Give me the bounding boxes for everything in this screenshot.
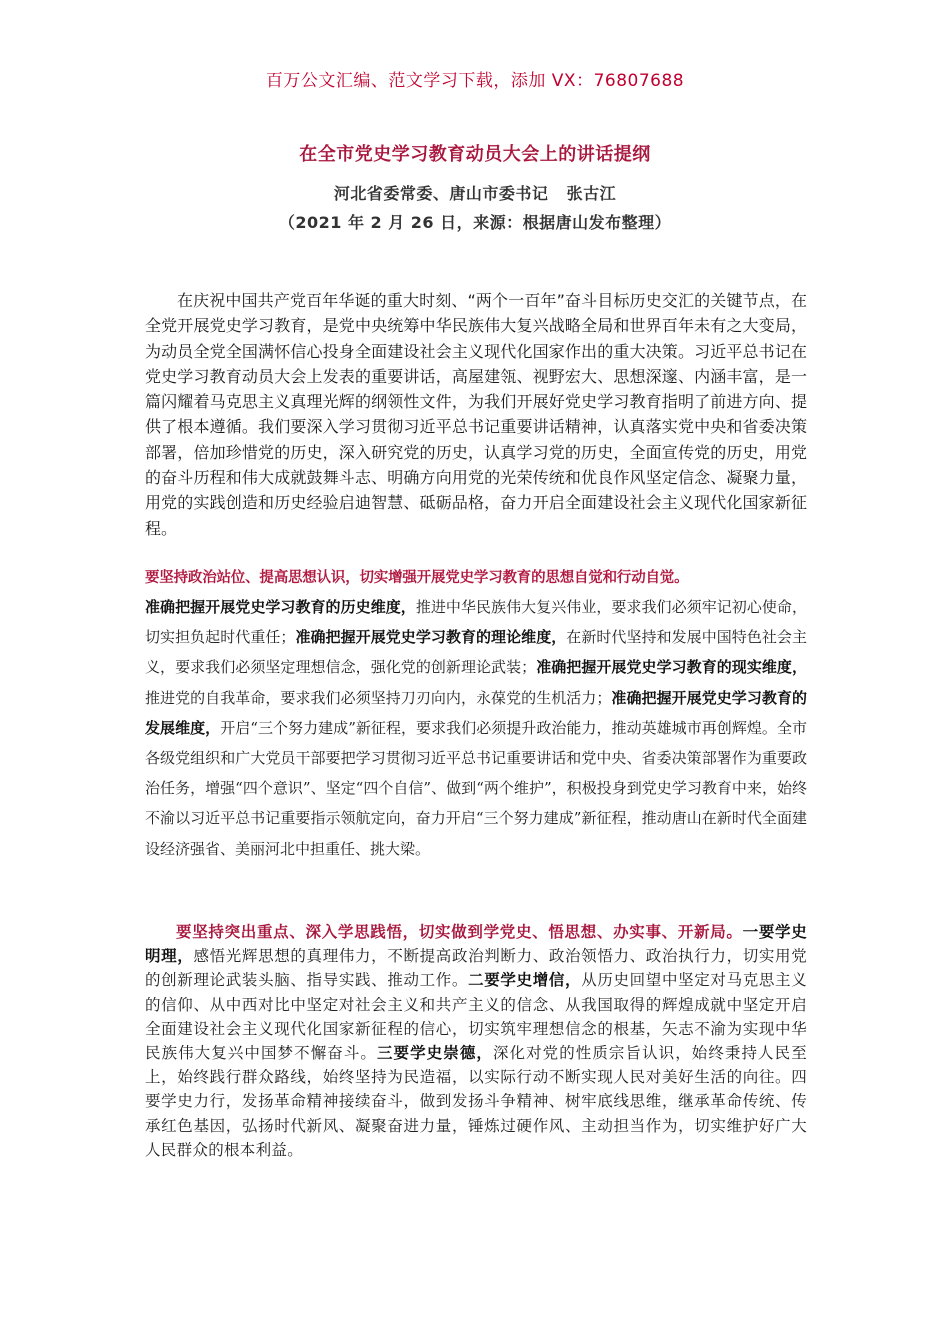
document-title: 在全市党史学习教育动员大会上的讲话提纲 [299, 144, 651, 165]
section2-heading: 要坚持突出重点、深入学思践悟，切实做到学党史、悟思想、办实事、开新局。 [176, 923, 743, 941]
section2-body [145, 920, 807, 1162]
section2-point-2: 二要学史增信， [468, 970, 582, 990]
section1-text-4: 开启“三个努力建成”新征程，要求我们必须提升政治能力，推动英雄城市再创辉煌。全市各级党组织和广大党员干部要把学习贯彻习近平总书记重要讲话和党中央、省委决策部署作为重要政治任务，增强“四个意识”、坚定“四个自信”、做到“两个维护”，积极投身到党史学习教育中来，始终不渝以习近平总书记重要指示领航定向，奋力开启“三个努力建成”新征程，推动唐山在新时代全面建设经济强省、美丽河北中担重任、挑大梁。 [145, 718, 807, 858]
date-source-line: （2021 年 2 月 26 日，来源：根据唐山发布整理） [278, 213, 672, 232]
section2-text-1: 感悟光辉思想的真理伟力，不断提高政治判断力、政治领悟力、政治执行力，切实用党的创新理论武装头脑、指导实践、推动工作。 [145, 947, 807, 990]
section2-point-3: 三要学史崇德， [376, 1043, 493, 1063]
author-line: 河北省委常委、唐山市委书记 张古江 [333, 184, 617, 203]
section1-text-3: 推进党的自我革命，要求我们必须坚持刀刃向内，永葆党的生机活力； [145, 688, 612, 707]
intro-paragraph: 在庆祝中国共产党百年华诞的重大时刻、“两个一百年”奋斗目标历史交汇的关键节点，在全党开展党史学习教育，是党中央统筹中华民族伟大复兴战略全局和世界百年未有之大变局，为动员全党全国满怀信心投身全面建设社会主义现代化国家作出的重大决策。习近平总书记在党史学习教育动员大会上发表的重要讲话，高屋建瓴、视野宏大、思想深邃、内涵丰富，是一篇闪耀着马克思主义真理光辉的纲领性文件，为我们开展好党史学习教育指明了前进方向、提供了根本遵循。我们要深入学习贯彻习近平总书记重要讲话精神，认真落实党中央和省委决策部署，倍加珍惜党的历史，深入研究党的历史，认真学习党的历史，全面宣传党的历史，用党的奋斗历程和伟大成就鼓舞斗志、明确方向用党的光荣传统和优良作风坚定信念、凝聚力量，用党的实践创造和历史经验启迪智慧、砥砺品格，奋力开启全面建设社会主义现代化国家新征程。 [145, 291, 807, 538]
section1-text-2: 在新时代坚持和发展中国特色社会主义，要求我们必须坚定理想信念，强化党的创新理论武装； [145, 628, 807, 677]
section2-text-3: 深化对党的性质宗旨认识，始终秉持人民至上，始终践行群众路线，始终坚持为民造福，以实际行动不断实现人民对美好生活的向往。四要学史力行，发扬革命精神接续奋斗，做到发扬斗争精神、树牢底线思维，继承革命传统、传承红色基因，弘扬时代新风、凝聚奋进力量，锤炼过硬作风、主动担当作为，切实维护好广大人民群众的根本利益。 [145, 1044, 807, 1159]
section1-text-1: 推进中华民族伟大复兴伟业，要求我们必须牢记初心使命，切实担负起时代重任； [145, 598, 807, 647]
section1-dimension-theory: 准确把握开展党史学习教育的理论维度， [295, 628, 567, 647]
section1-dimension-development: 准确把握开展党史学习教育的发展维度， [145, 688, 807, 737]
section2-point-1: 一要学史明理， [145, 922, 807, 966]
section1-heading: 要坚持政治站位、提高思想认识，切实增强开展党史学习教育的思想自觉和行动自觉。 [145, 570, 689, 586]
section1-body [145, 592, 807, 864]
promo-banner: 百万公文汇编、范文学习下载，添加 VX：76807688 [265, 71, 685, 91]
section1-dimension-history: 准确把握开展党史学习教育的历史维度， [145, 598, 416, 616]
section1-dimension-reality: 准确把握开展党史学习教育的现实维度， [536, 658, 807, 677]
section2-text-2: 从历史回望中坚定对马克思主义的信仰、从中西对比中坚定对社会主义和共产主义的信念、从我国取得的辉煌成就中坚定开启全面建设社会主义现代化国家新征程的信心，切实筑牢理想信念的根基，矢志不渝为实现中华民族伟大复兴中国梦不懈奋斗。 [145, 971, 807, 1063]
